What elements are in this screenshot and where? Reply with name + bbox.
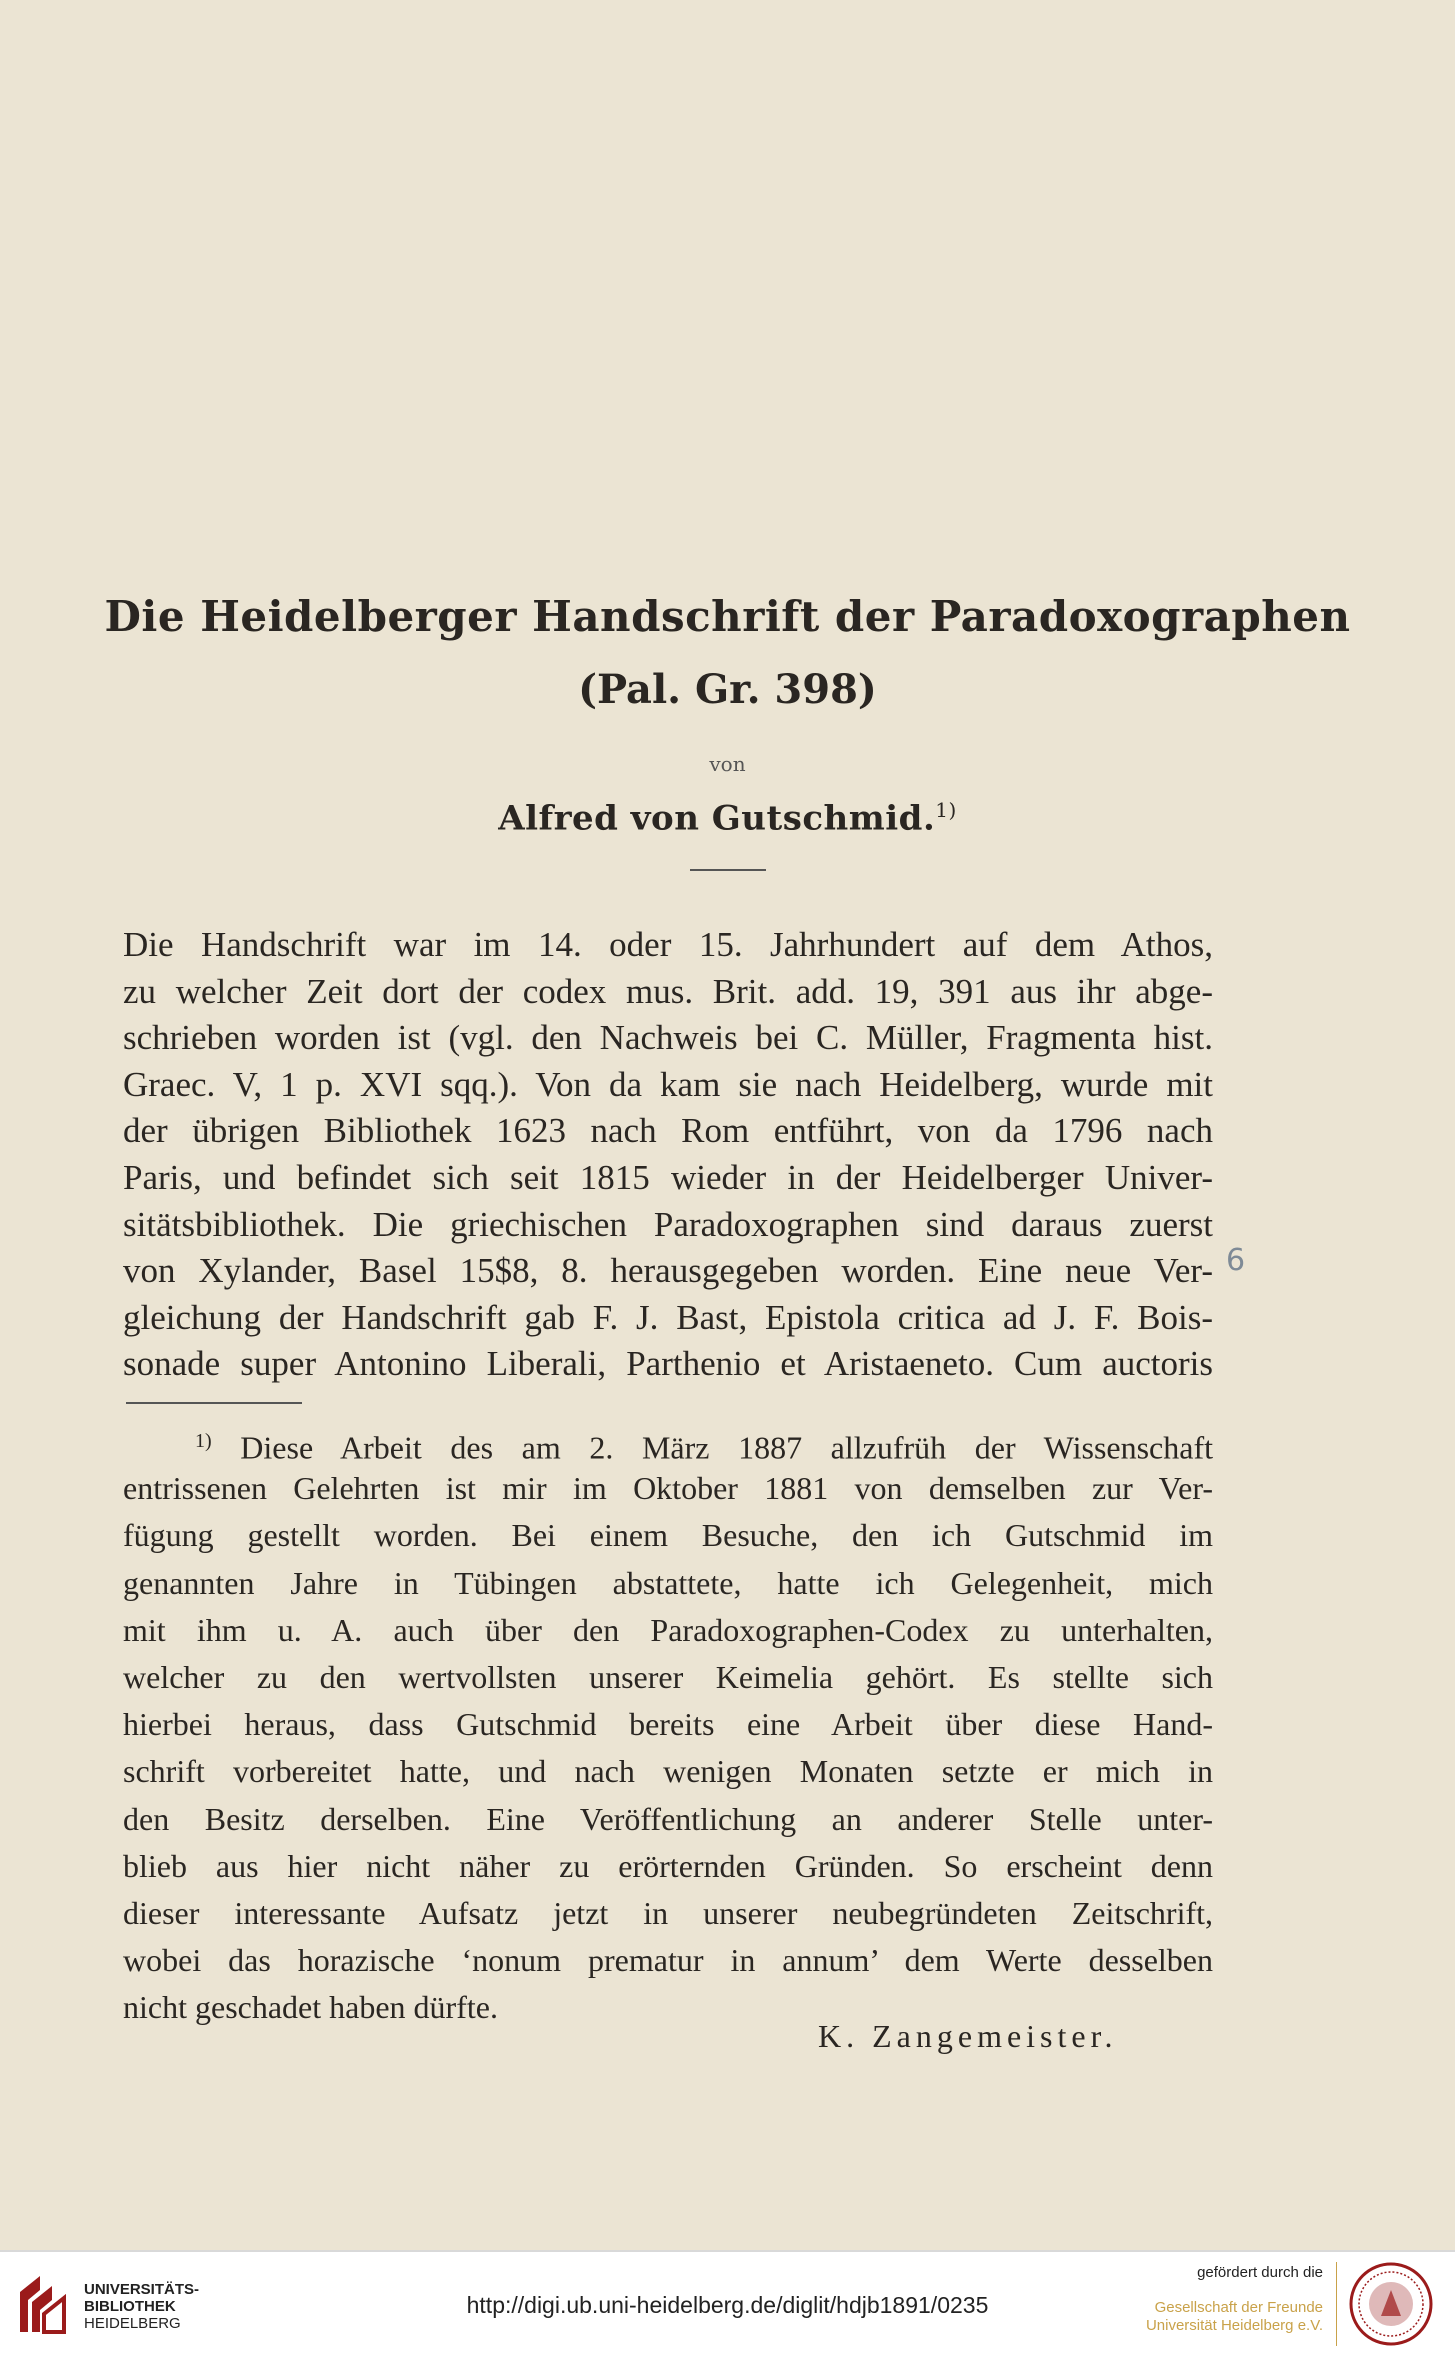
- library-name-line3: HEIDELBERG: [84, 2315, 181, 2332]
- body-paragraph: [123, 922, 1213, 1388]
- library-name-line2: BIBLIOTHEK: [84, 2298, 176, 2315]
- footer-divider: [1336, 2262, 1337, 2346]
- author-note-mark: 1): [935, 798, 957, 822]
- author-text: Alfred von Gutschmid.: [498, 798, 936, 839]
- article-subtitle: (Pal. Gr. 398): [578, 666, 877, 713]
- footnote-line: wobei das horazische ‘nonum prematur in annum’ dem Werte desselben: [123, 1942, 1213, 1979]
- author-name: [0, 798, 1455, 838]
- footnote-line: fügung gestellt worden. Bei einem Besuche, den ich Gutschmid im: [123, 1517, 1213, 1554]
- footnote-line: [123, 1418, 1213, 1465]
- footer-bar: [0, 2250, 1455, 2356]
- sponsor-org-line2: Universität Heidelberg e.V.: [1145, 2317, 1323, 2334]
- title-separator: [690, 869, 766, 871]
- body-line: Graec. V, 1 p. XVI sqq.). Von da kam sie nach Heidelberg, wurde mit: [123, 1064, 1213, 1104]
- footnote-line: den Besitz derselben. Eine Veröffentlichung an anderer Stelle unter-: [123, 1800, 1213, 1837]
- body-line: zu welcher Zeit dort der codex mus. Brit. add. 19, 391 aus ihr abge-: [123, 971, 1213, 1011]
- footnote-line: schrift vorbereitet hatte, und nach wenigen Monaten setzte er mich in: [123, 1753, 1213, 1790]
- body-line: gleichung der Handschrift gab F. J. Bast, Epistola critica ad J. F. Bois-: [123, 1297, 1213, 1337]
- body-line: sitätsbibliothek. Die griechischen Paradoxographen sind daraus zuerst: [123, 1204, 1213, 1244]
- byline-von: von: [709, 752, 746, 776]
- footnote-line: genannten Jahre in Tübingen abstattete, hatte ich Gelegenheit, mich: [123, 1564, 1213, 1601]
- footnote-mark: 1): [195, 1430, 212, 1452]
- article-title: Die Heidelberger Handschrift der Paradoxographen: [104, 592, 1351, 641]
- sponsor-block[interactable]: [1146, 2264, 1323, 2335]
- footnote-line: hierbei heraus, dass Gutschmid bereits eine Arbeit über diese Hand-: [123, 1706, 1213, 1743]
- sponsor-label: gefördert durch die: [1197, 2264, 1323, 2281]
- body-line: der übrigen Bibliothek 1623 nach Rom entführt, von da 1796 nach: [123, 1111, 1213, 1151]
- footnote-rule: [126, 1402, 302, 1404]
- footnote-line: welcher zu den wertvollsten unserer Keimelia gehört. Es stellte sich: [123, 1658, 1213, 1695]
- footnote-line: entrissenen Gelehrten ist mir im Oktober 1881 von demselben zur Ver-: [123, 1470, 1213, 1507]
- footnote-line: mit ihm u. A. auch über den Paradoxographen-Codex zu unterhalten,: [123, 1611, 1213, 1648]
- margin-note: 6: [1226, 1243, 1246, 1278]
- library-name-line1: UNIVERSITÄTS-: [84, 2281, 200, 2298]
- footnote-line-text: Diese Arbeit des am 2. März 1887 allzufrüh der Wissenschaft: [240, 1429, 1214, 1466]
- body-line: von Xylander, Basel 15$8, 8. herausgegeben worden. Eine neue Ver-: [123, 1251, 1213, 1291]
- body-line: schrieben worden ist (vgl. den Nachweis bei C. Müller, Fragmenta hist.: [123, 1018, 1213, 1058]
- footnote-line: blieb aus hier nicht näher zu erörternden Gründen. So erscheint denn: [123, 1847, 1213, 1884]
- footnote: [123, 1418, 1213, 2031]
- permalink[interactable]: http://digi.ub.uni-heidelberg.de/diglit/hdjb1891/0235: [466, 2292, 989, 2318]
- footnote-line: dieser interessante Aufsatz jetzt in unserer neubegründeten Zeitschrift,: [123, 1894, 1213, 1931]
- body-line: Paris, und befindet sich seit 1815 wieder in der Heidelberger Univer-: [123, 1157, 1213, 1197]
- sponsor-org-line1: Gesellschaft der Freunde: [1154, 2299, 1323, 2316]
- footnote-line: nicht geschadet haben dürfte.: [123, 1989, 498, 2026]
- body-line: sonade super Antonino Liberali, Parthenio et Aristaeneto. Cum auctoris: [123, 1344, 1213, 1384]
- university-seal-icon: [1347, 2260, 1435, 2352]
- footnote-signature: K. Zangemeister.: [818, 2018, 1118, 2054]
- body-line: Die Handschrift war im 14. oder 15. Jahrhundert auf dem Athos,: [123, 925, 1213, 964]
